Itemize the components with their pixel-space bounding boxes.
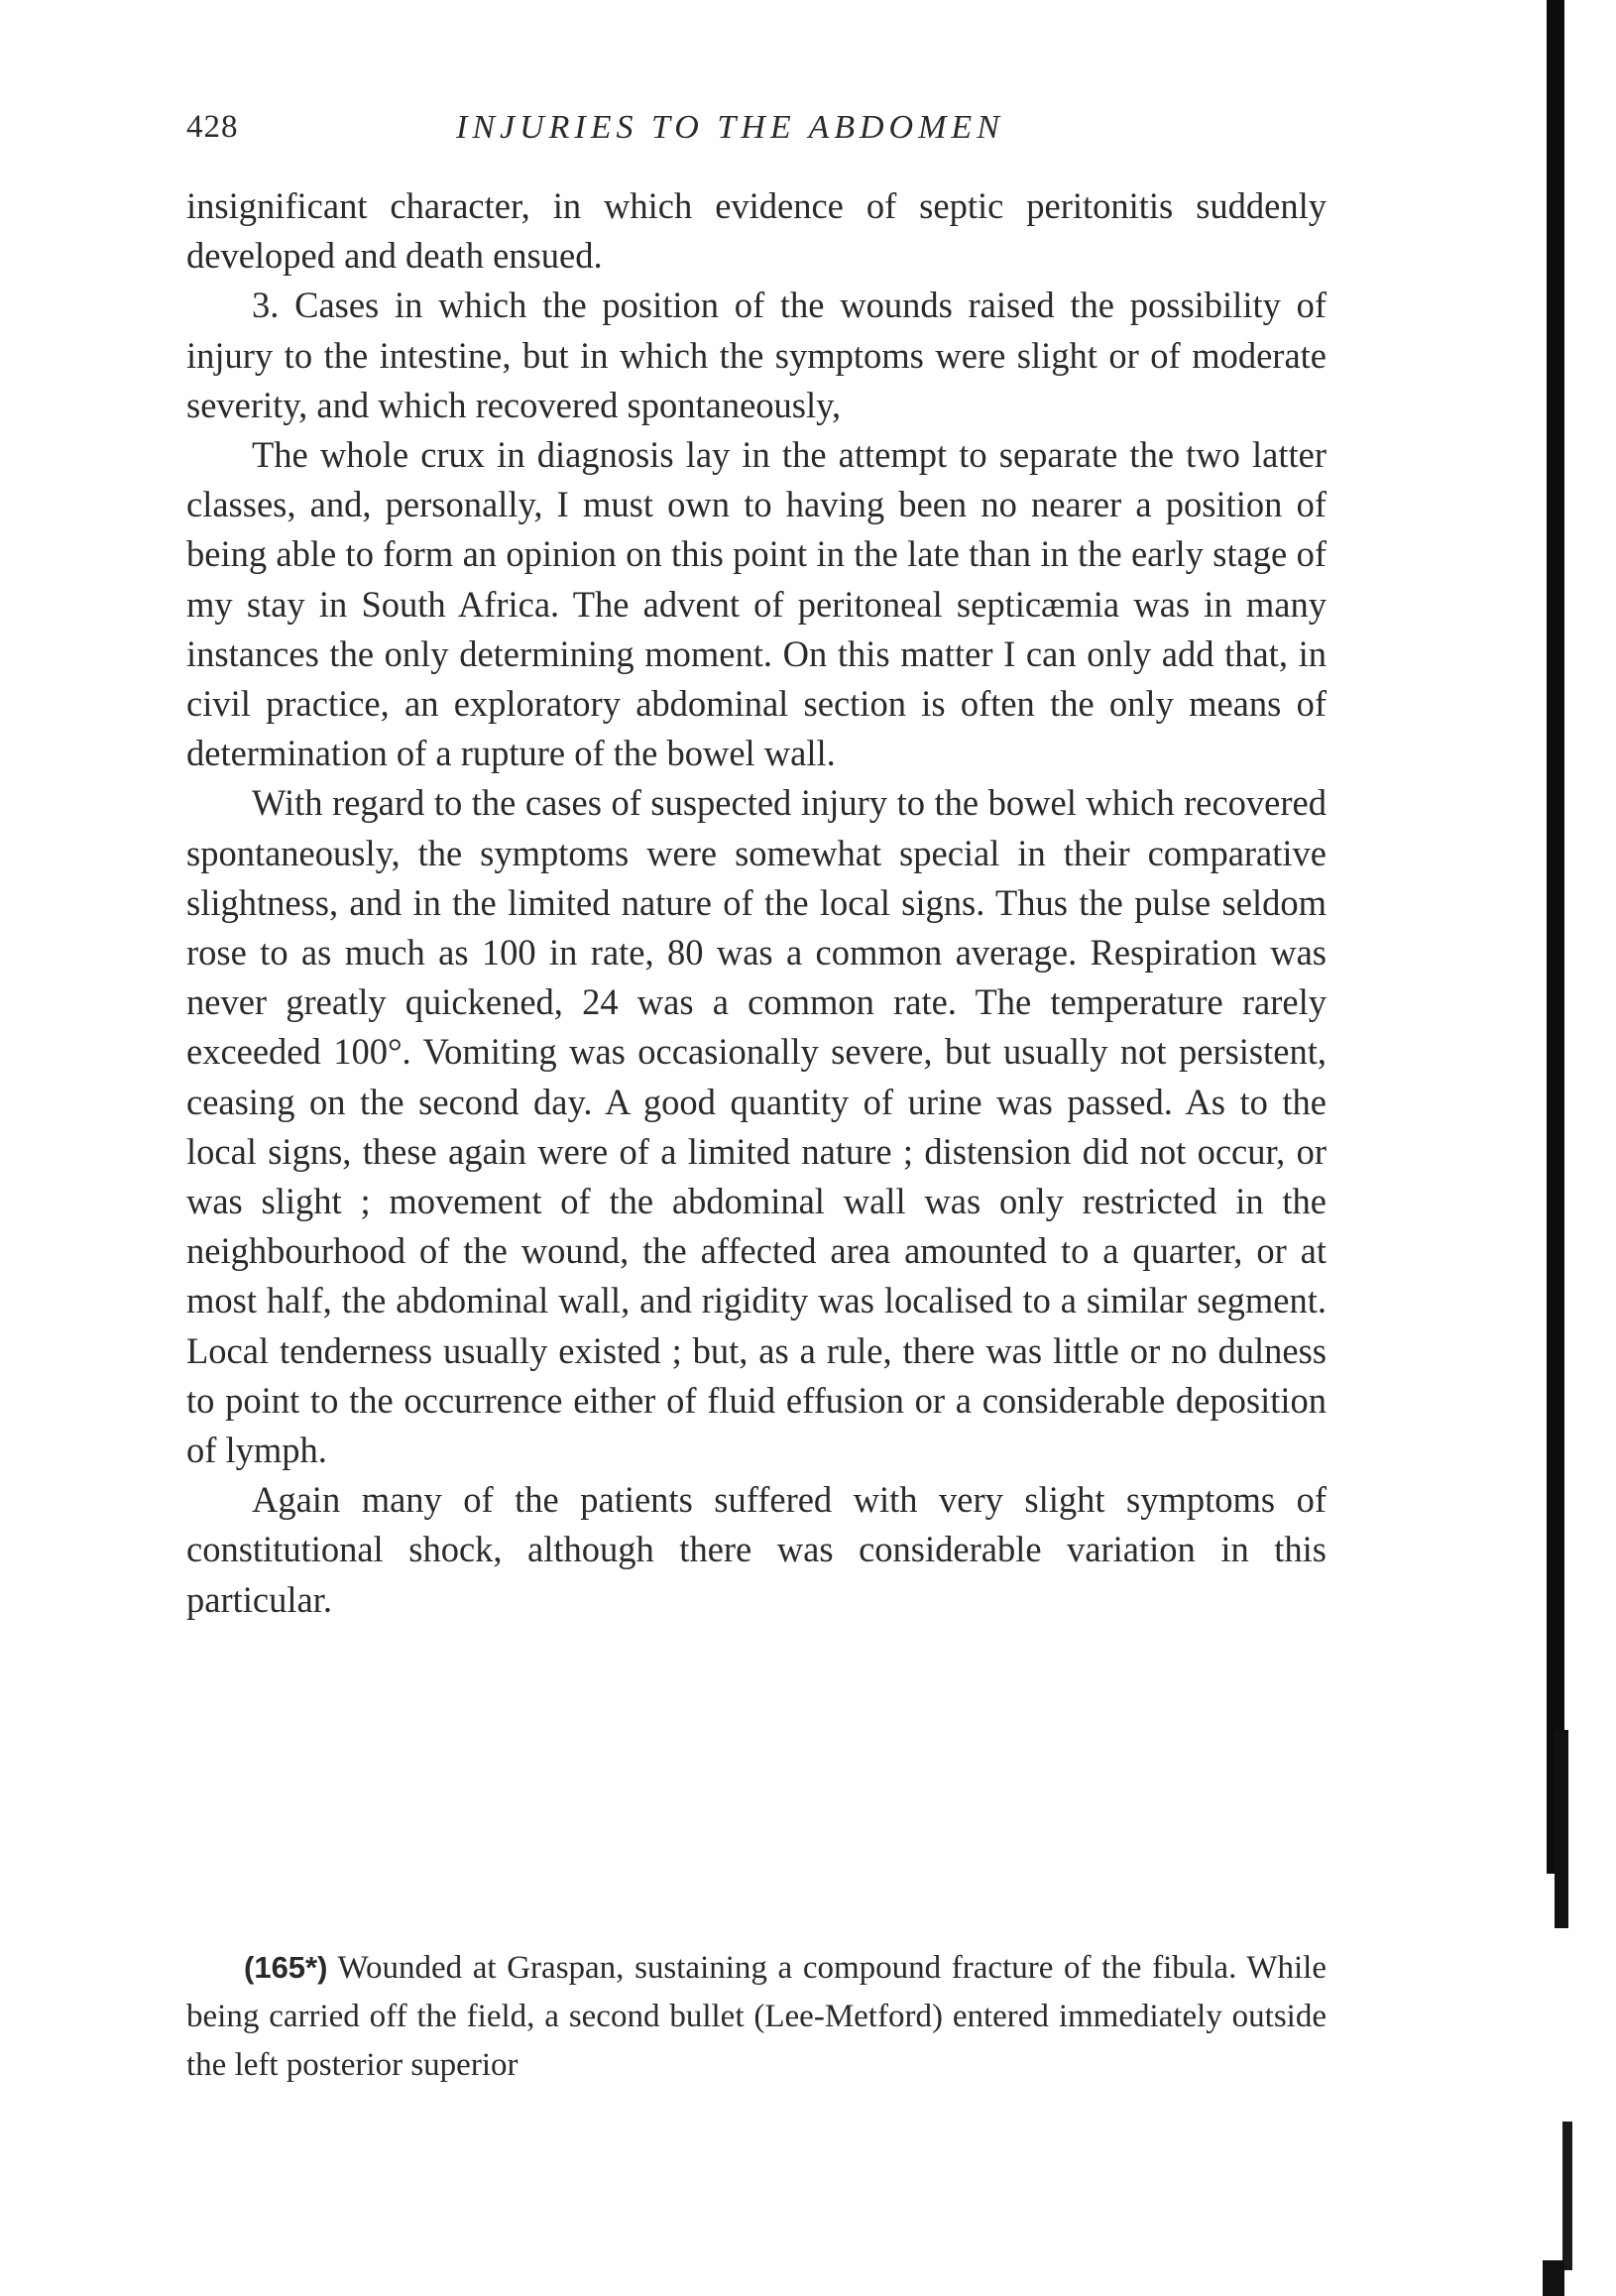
scan-edge-shadow-bottom bbox=[1562, 2122, 1572, 2270]
case-note-paragraph bbox=[186, 1943, 1327, 2090]
running-head: INJURIES TO THE ABDOMEN bbox=[456, 109, 1004, 146]
paragraph-diagnosis: The whole crux in diagnosis lay in the attempt to separate the two latter classes, and, personally, I must own to having been no nearer a position of being able to form an opinion on this point in the late than in the early stage of my stay in South Africa. The advent of peritoneal septicæmia was in many instances the only determining moment. On this matter I can only add that, in civil practice, an exploratory abdominal section is often the only means of determination of a rupture of the bowel wall. bbox=[186, 434, 1327, 774]
paragraph-symptoms: With regard to the cases of suspected injury to the bowel which recovered spontaneously, the symptoms were somewhat special in their comparative slightness, and in the limited nature of the local signs. Thus the pulse seldom rose to as much as 100 in rate, 80 was a common average. Respiration was never greatly quickened, 24 was a common rate. The temperature rarely exceeded 100°. Vomiting was occasionally severe, but usually not persistent, ceasing on the second day. A good quantity of urine was passed. As to the local signs, these again were of a limited nature ; distension did not occur, or was slight ; movement of the abdominal wall was only restricted in the neighbourhood of the wound, the affected area amounted to a quarter, or at most half, the abdominal wall, and rigidity was localised to a similar segment. Local tenderness usually existed ; but, as a rule, there was little or no dulness to point to the occurrence either of fluid effusion or a considerable deposition of lymph. bbox=[186, 782, 1327, 1471]
body-text bbox=[186, 181, 1327, 1625]
page-number: 428 bbox=[186, 109, 239, 145]
scan-edge-shadow bbox=[1547, 0, 1564, 1874]
scan-edge-shadow-lower bbox=[1555, 1730, 1568, 1928]
paragraph-case-class-3: 3. Cases in which the position of the wounds raised the possibility of injury to the intestine, but in which the symptoms were slight or of moderate severity, and which recovered spontaneously, bbox=[186, 285, 1327, 425]
paragraph-continued: insignificant character, in which evidence of septic peritonitis suddenly developed and death ensued. bbox=[186, 185, 1327, 277]
scan-edge-shadow-foot bbox=[1543, 2260, 1564, 2296]
case-number: (165*) bbox=[244, 1950, 328, 1985]
case-note bbox=[186, 1943, 1327, 2090]
page-header bbox=[186, 109, 1327, 159]
paragraph-shock: Again many of the patients suffered with very slight symptoms of constitutional shock, although there was considerable variation in this particular. bbox=[186, 1479, 1327, 1620]
case-note-text: Wounded at Graspan, sustaining a compound fracture of the fibula. While being carried off the field, a second bullet (Lee-Metford) entered immediately outside the left posterior superior bbox=[186, 1950, 1327, 2083]
